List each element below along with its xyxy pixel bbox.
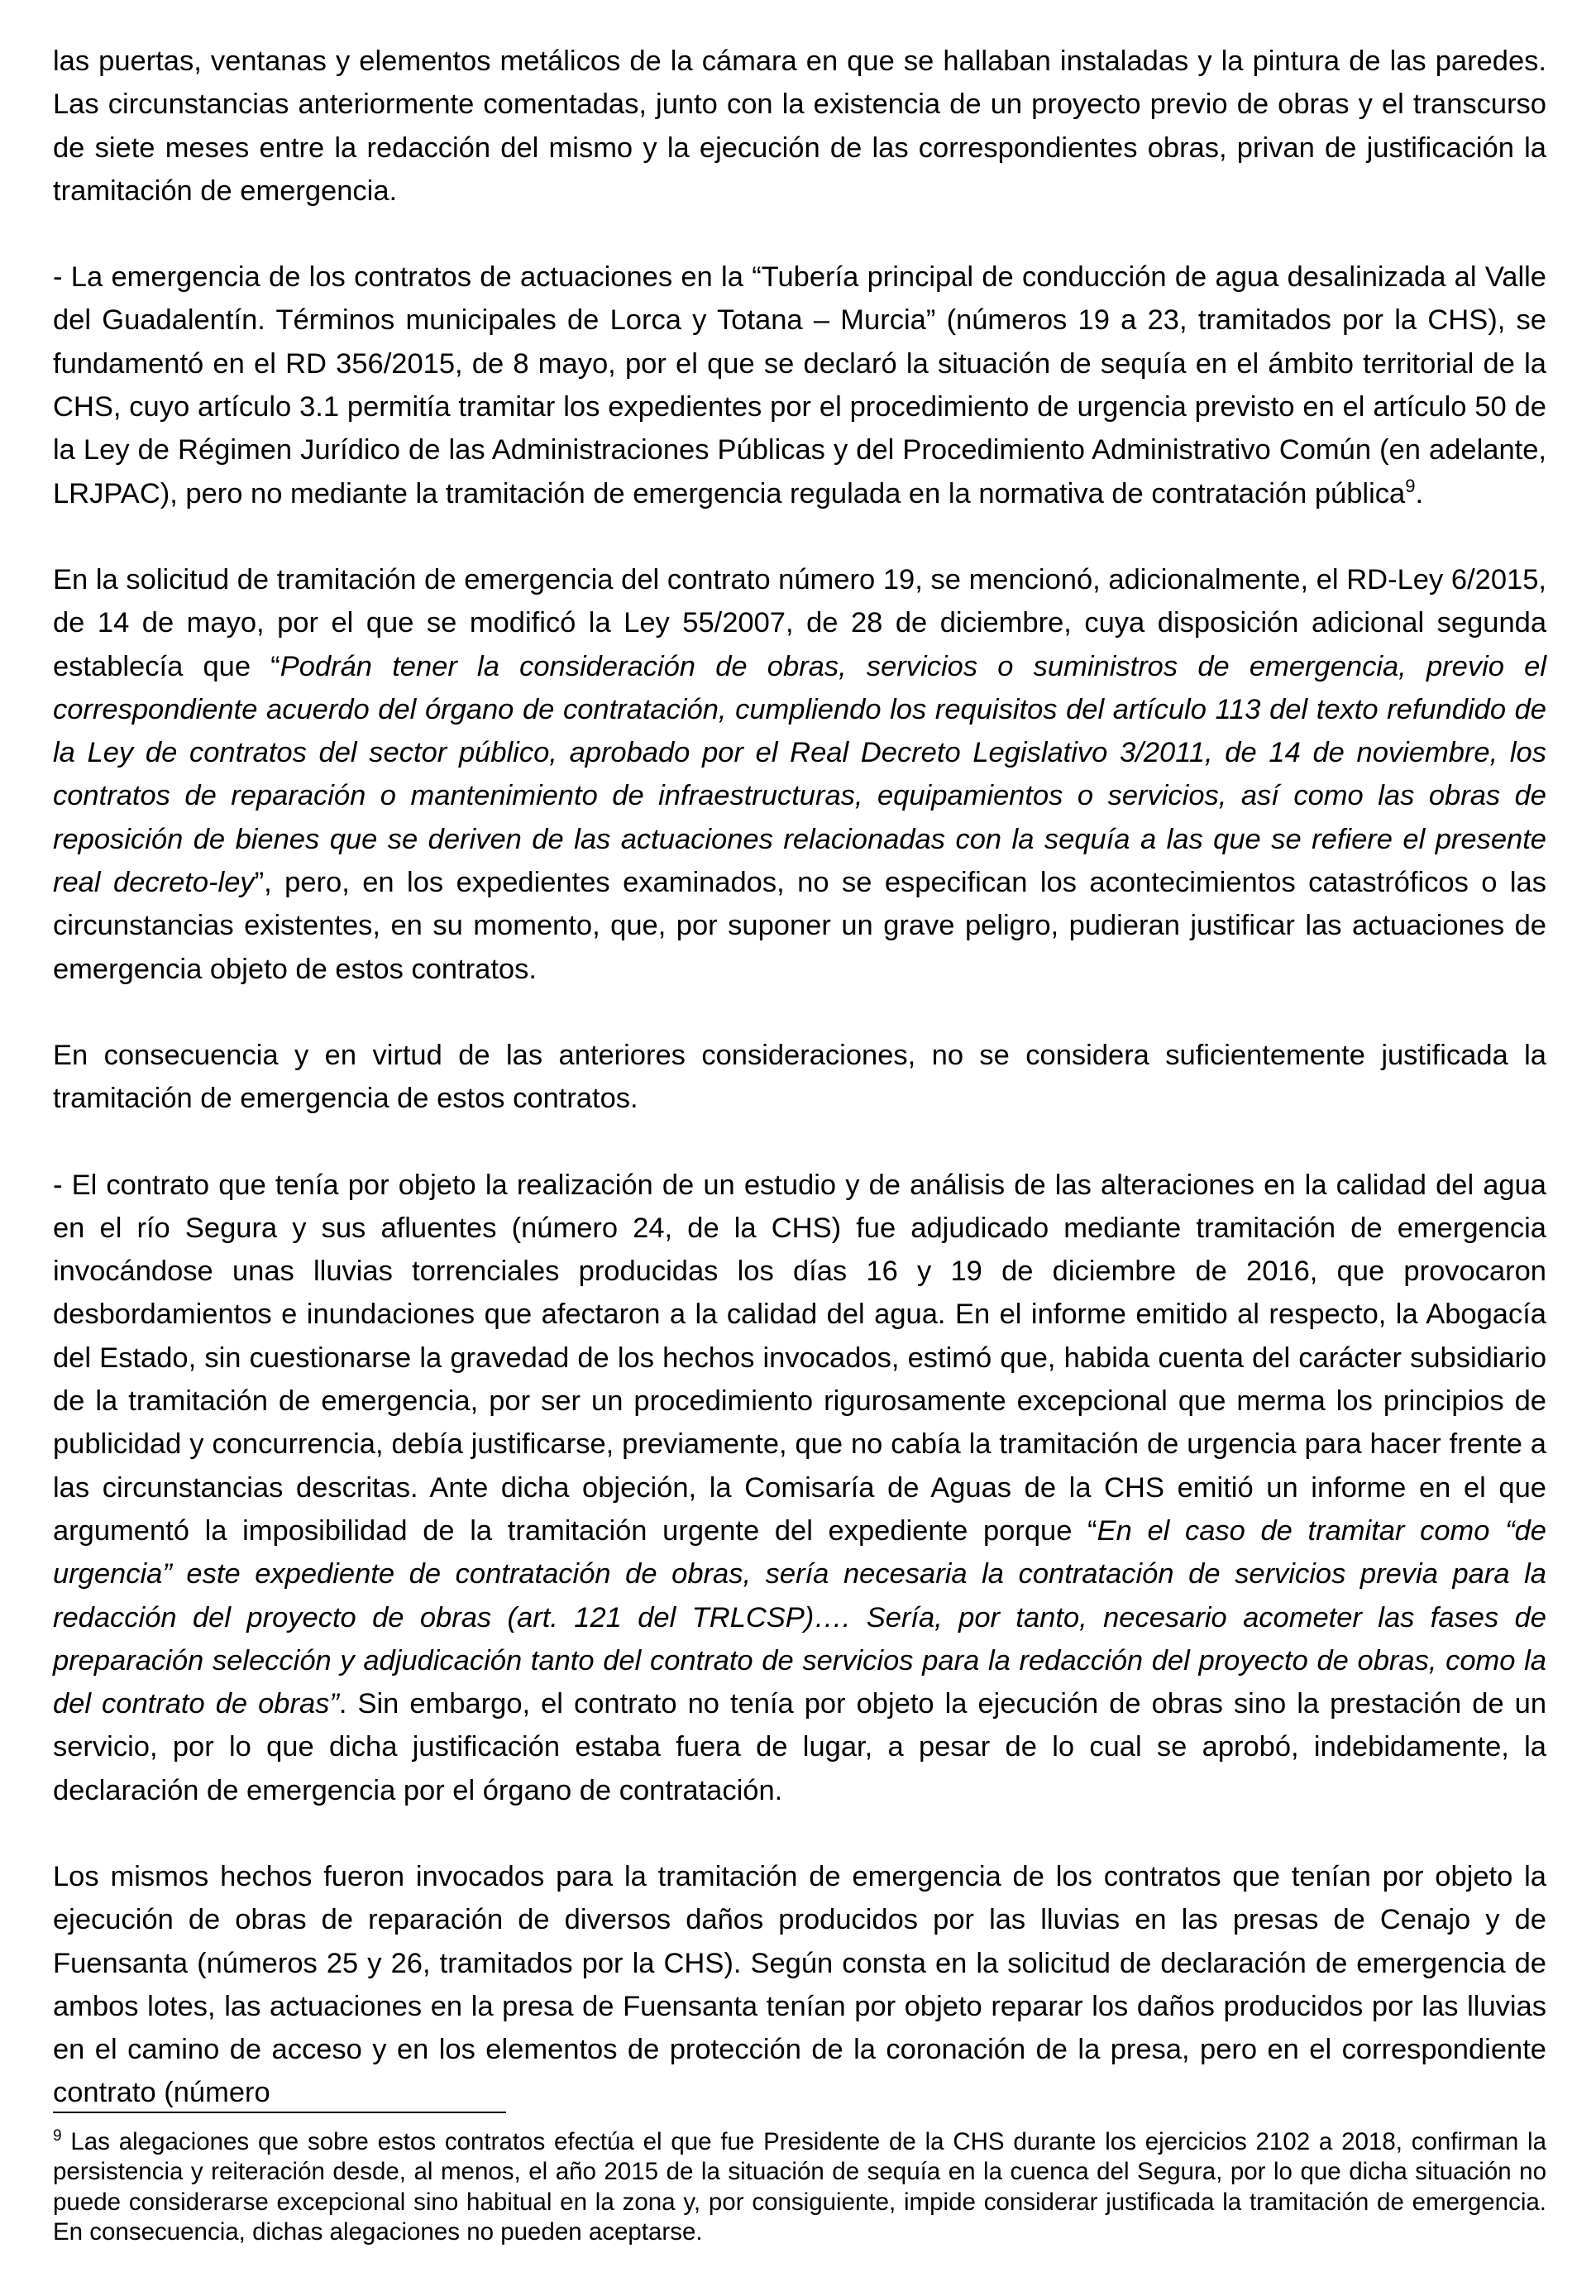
paragraph-presas [53, 1855, 1546, 2115]
paragraph-text: . [1415, 477, 1424, 509]
footnote-9 [53, 2127, 1546, 2248]
paragraph-text: las puertas, ventanas y elementos metálicos de la cámara en que se hallaban instaladas y la pintura de las paredes. Las circunstancias anteriormente comentadas, junto con la existencia de un proyecto previo de obras y el transcurso de siete meses entre la redacción del mismo y la ejecución de las correspondientes obras, privan de justificación la tramitación de emergencia. [53, 45, 1546, 207]
paragraph-text: - El contrato que tenía por objeto la realización de un estudio y de análisis de las alteraciones en la calidad del agua en el río Segura y sus afluentes (número 24, de la CHS) fue adjudicado mediante tramitación de emergencia invocándose unas lluvias torrenciales producidas los días 16 y 19 de diciembre de 2016, que provocaron desbordamientos e inundaciones que afectaron a la calidad del agua. En el informe emitido al respecto, la Abogacía del Estado, sin cuestionarse la gravedad de los hechos invocados, estimó que, habida cuenta del carácter subsidiario de la tramitación de emergencia, por ser un procedimiento rigurosamente excepcional que merma los principios de publicidad y concurrencia, debía justificarse, previamente, que no cabía la tramitación de urgencia para hacer frente a las circunstancias descritas. Ante dicha objeción, la Comisaría de Aguas de la CHS emitió un informe en el que argumentó la imposibilidad de la tramitación urgente del expediente porque “ [53, 1169, 1546, 1547]
quoted-text: En el caso de tramitar como “de urgencia” este expediente de contratación de obras, sería necesaria la contratación de servicios previa para la redacción del proyecto de obras (art. 121 del TRLCSP)…. Sería, por tanto, necesario acometer las fases de preparación selección y adjudicación tanto del contrato de servicios para la redacción del proyecto de obras, como la del contrato de obras” [53, 1514, 1546, 1720]
footnote-reference[interactable]: 9 [1405, 475, 1416, 496]
paragraph-camara [53, 40, 1546, 213]
paragraph-rd-ley [53, 558, 1546, 991]
paragraph-tuberia [53, 256, 1546, 515]
footnote-divider [53, 2112, 506, 2113]
document-body [53, 40, 1546, 2115]
paragraph-consecuencia [53, 1034, 1546, 1121]
paragraph-text: Los mismos hechos fueron invocados para la tramitación de emergencia de los contratos que tenían por objeto la ejecución de obras de reparación de diversos daños producidos por las lluvias en las presas de Cenajo y de Fuensanta (números 25 y 26, tramitados por la CHS). Según consta en la solicitud de declaración de emergencia de ambos lotes, las actuaciones en la presa de Fuensanta tenían por objeto reparar los daños producidos por las lluvias en el camino de acceso y en los elementos de protección de la coronación de la presa, pero en el correspondiente contrato (número [53, 1860, 1546, 2109]
paragraph-estudio-rio-segura [53, 1164, 1546, 1812]
paragraph-text: . Sin embargo, el contrato no tenía por objeto la ejecución de obras sino la prestación de un servicio, por lo que dicha justificación estaba fuera de lugar, a pesar de lo cual se aprobó, indebidamente, la declaración de emergencia por el órgano de contratación. [53, 1688, 1547, 1806]
quoted-text: Podrán tener la consideración de obras, servicios o suministros de emergencia, previo el correspondiente acuerdo del órgano de contratación, cumpliendo los requisitos del artículo 113 del texto refundido de la Ley de contratos del sector público, aprobado por el Real Decreto Legislativo 3/2011, de 14 de noviembre, los contratos de reparación o mantenimiento de infraestructuras, equipamientos o servicios, así como las obras de reposición de bienes que se deriven de las actuaciones relacionadas con la sequía a las que se refiere el presente real decreto-ley [53, 650, 1546, 899]
footnote-number: 9 [53, 2127, 62, 2145]
paragraph-text: En la solicitud de tramitación de emergencia del contrato número 19, se mencionó, adicionalmente, el RD-Ley 6/2015, de 14 de mayo, por el que se modificó la Ley 55/2007, de 28 de diciembre, cuya disposición adicional segunda establecía que “ [53, 563, 1546, 682]
paragraph-text: - La emergencia de los contratos de actuaciones en la “Tubería principal de conducción de agua desalinizada al Valle del Guadalentín. Términos municipales de Lorca y Totana – Murcia” (números 19 a 23, tramitados por la CHS), se fundamentó en el RD 356/2015, de 8 mayo, por el que se declaró la situación de sequía en el ámbito territorial de la CHS, cuyo artículo 3.1 permitía tramitar los expedientes por el procedimiento de urgencia previsto en el artículo 50 de la Ley de Régimen Jurídico de las Administraciones Públicas y del Procedimiento Administrativo Común (en adelante, LRJPAC), pero no mediante la tramitación de emergencia regulada en la normativa de contratación pública [53, 261, 1546, 509]
paragraph-text: En consecuencia y en virtud de las anteriores consideraciones, no se considera suficientemente justificada la tramitación de emergencia de estos contratos. [53, 1039, 1546, 1115]
footnote-text: Las alegaciones que sobre estos contratos efectúa el que fue Presidente de la CHS durante los ejercicios 2102 a 2018, confirman la persistencia y reiteración desde, al menos, el año 2015 de la situación de sequía en la cuenca del Segura, por lo que dicha situación no puede considerarse excepcional sino habitual en la zona y, por consiguiente, impide considerar justificada la tramitación de emergencia. En consecuencia, dichas alegaciones no pueden aceptarse. [53, 2128, 1546, 2246]
paragraph-text: ”, pero, en los expedientes examinados, no se especifican los acontecimientos catastróficos o las circunstancias existentes, en su momento, que, por suponer un grave peligro, pudieran justificar las actuaciones de emergencia objeto de estos contratos. [53, 867, 1546, 985]
